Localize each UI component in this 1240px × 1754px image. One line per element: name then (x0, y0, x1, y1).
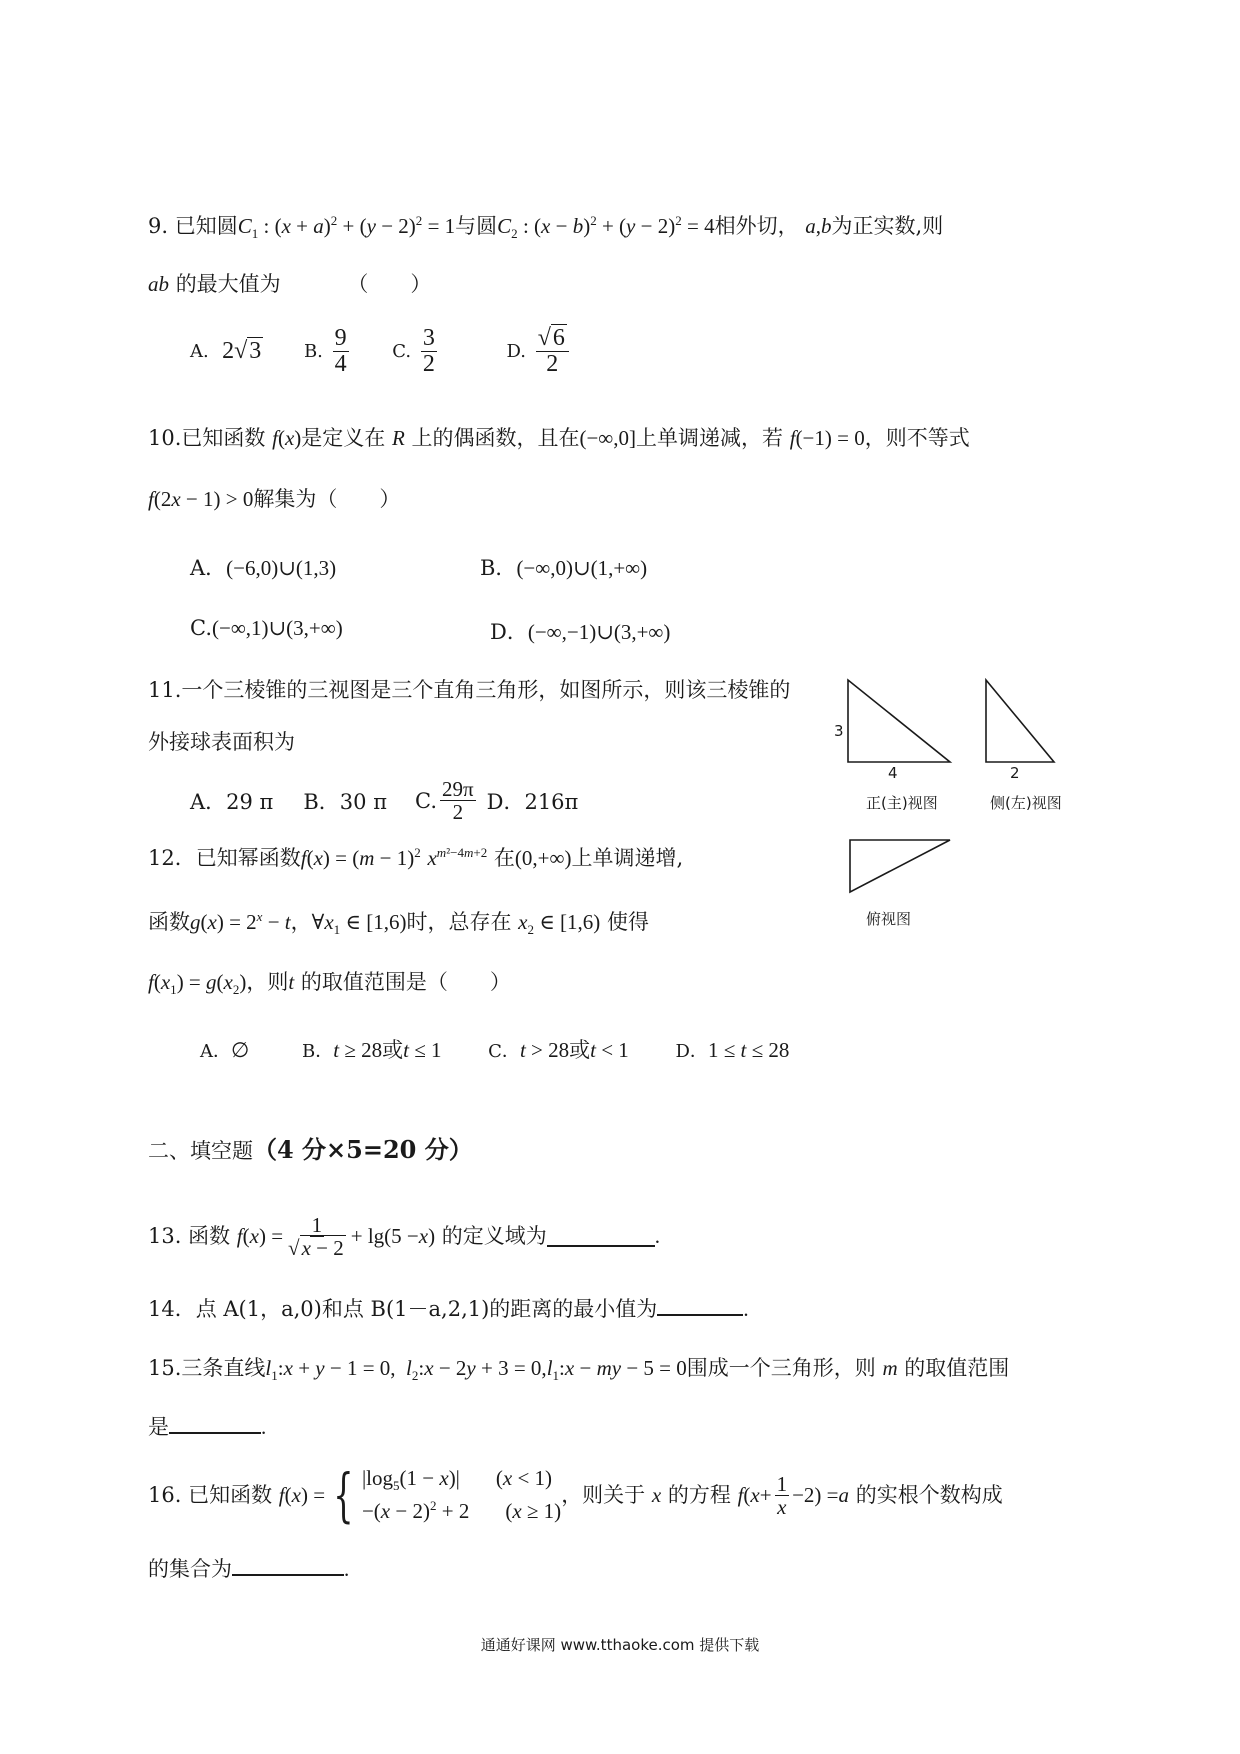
front-view-label: 正(主)视图 (866, 794, 938, 812)
page-footer: 通通好课网 www.tthaoke.com 提供下载 (480, 1636, 760, 1654)
q11-option-a: A．29 π (190, 789, 274, 814)
q10-option-a: A．(−6,0)∪(1,3) (190, 556, 337, 580)
q9-option-a: A. 2√3 (190, 338, 262, 365)
q12-option-d: D．1 ≤ t ≤ 28 (675, 1038, 790, 1062)
dimension-4: 4 (888, 764, 898, 782)
dimension-3: 3 (834, 722, 844, 740)
q10-option-c: C.(−∞,1)∪(3,+∞) (190, 616, 343, 640)
dimension-2: 2 (1010, 764, 1020, 782)
top-view-triangle (846, 838, 956, 898)
q16-line2: 的集合为 . (148, 1557, 350, 1581)
q15-answer-blank[interactable] (169, 1414, 261, 1434)
q9-option-b: B. $\frac{9}{4}$ (303, 325, 347, 378)
q10-line2: f(2x − 1) > 0解集为（ ） (148, 487, 401, 511)
q11-option-c: C. $\frac{29\pi}{2}$ (415, 777, 474, 825)
q10-line1: 10.已知函数 f(x)是定义在 R 上的偶函数，且在(−∞,0]上单调递减，若 f(−1) = 0，则不等式 (148, 426, 970, 450)
q16-line1: 16. 已知函数 f ( x ) = { $|\log_5(1 - x)|$ (x < 1) $-(x - 2)^2 + 2$ (x ≥ 1) ，则关于 x 的方程 f ( x + $\frac{1}{x}$ −2) = a 的实根个数构成 (148, 1461, 1003, 1530)
side-view-triangle (984, 678, 1064, 768)
section-2-heading: 二、填空题（4 分×5=20 分） (148, 1135, 473, 1164)
q9-option-c: C. $\frac{3}{2}$ (392, 325, 435, 378)
q16-piecewise: { $|\log_5(1 - x)|$ (x < 1) $-(x - 2)^2 + 2$ (x ≥ 1) (333, 1461, 562, 1530)
q12-line3: $f(x_1) = g(x_2)$，则t 的取值范围是（ ） (148, 970, 511, 998)
q9-line1: 9. 已知圆$C_1$ : $(x + a)^2 + (y - 2)^2 = 1$与圆$C_2$ : $(x - b)^2 + (y - 2)^2 = 4$相外切， a,b为正实数,则 (148, 213, 944, 242)
q10-option-b: B．(−∞,0)∪(1,+∞) (480, 556, 648, 580)
q11-line2: 外接球表面积为 (148, 730, 295, 754)
q11-option-b: B．30 π (303, 789, 388, 814)
q12-option-a: A．∅ (200, 1038, 250, 1062)
q16-answer-blank[interactable] (232, 1556, 344, 1576)
q11-line1: 11.一个三棱锥的三视图是三个直角三角形，如图所示，则该三棱锥的 (148, 678, 791, 702)
q12-line1: 12．已知幂函数$f(x) = (m - 1)^2$ $x^{m^2-4m+2}$ 在(0,+∞)上单调递增, (148, 845, 684, 870)
q12-option-b: B．t ≥ 28或t ≤ 1 (301, 1038, 442, 1062)
q13-answer-blank[interactable] (547, 1227, 655, 1247)
q11-options (190, 778, 578, 823)
q15-line1: 15.三条直线$l_1:x + y - 1 = 0$, $l_2:x - 2y + 3$ = $0,l_1:x$ − my − 5 = 0围成一个三角形，则 m 的取值范围 (148, 1356, 1010, 1384)
q9-options (190, 326, 572, 377)
q14-line: 14．点 A(1，a,0)和点 B(1－a,2,1)的距离的最小值为 . (148, 1297, 749, 1321)
q15-line2: 是 . (148, 1415, 267, 1439)
q13-line: 13. 函数 f ( x ) = $\frac{1}{√x - 2}$ + lg(5 − x ) 的定义域为 . (148, 1213, 661, 1261)
q12-line2: 函数$g(x) = 2^x - t$，$\forall x_1$ ∈ [1,6)时，总存在 $x_2$ ∈ [1,6) 使得 (148, 909, 649, 938)
q14-answer-blank[interactable] (657, 1296, 743, 1316)
q9-line2: ab 的最大值为 （ ） (148, 272, 432, 296)
front-view-triangle (846, 678, 956, 768)
q12-option-c: C．t > 28或t < 1 (488, 1038, 629, 1062)
q11-option-d: D．216π (486, 789, 579, 814)
q9-option-d: D. $\frac{√6}{2}$ (507, 326, 572, 377)
q12-options (200, 1034, 789, 1064)
side-view-label: 侧(左)视图 (990, 794, 1062, 812)
q10-option-d: D．(−∞,−1)∪(3,+∞) (490, 620, 671, 644)
top-view-label: 俯视图 (866, 910, 912, 928)
